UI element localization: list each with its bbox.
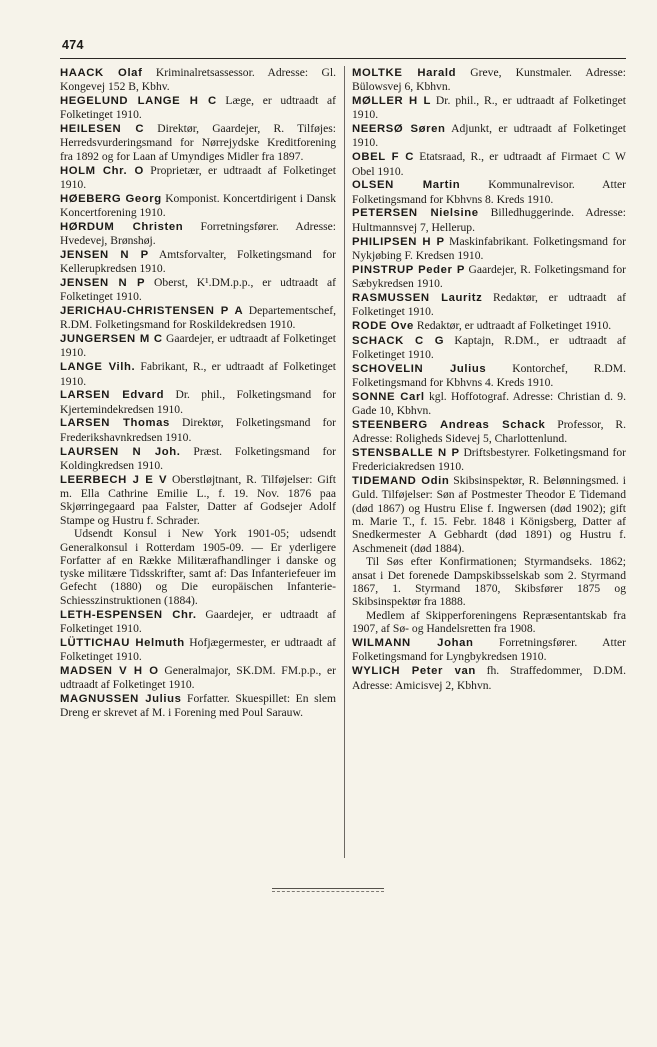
entry-text: Kommunalrevisor. Atter Folketingsmand for Kbhvns 8. Kreds 1910.	[352, 178, 626, 206]
entry-name: JENSEN N P	[60, 276, 146, 289]
directory-entry	[352, 664, 626, 692]
directory-entry	[60, 416, 336, 444]
entry-text: fh. Straffedommer, D.DM. Adresse: Amicisvej 2, Kbhvn.	[352, 664, 626, 692]
entry-name: OBEL F C	[352, 151, 414, 164]
directory-entry	[352, 474, 626, 555]
end-rule-top	[272, 888, 384, 889]
entry-name: TIDEMAND Odin	[352, 475, 450, 488]
directory-entry	[352, 94, 626, 122]
entry-name: LARSEN Edvard	[60, 389, 165, 402]
directory-entry	[352, 263, 626, 291]
entry-name: MØLLER H L	[352, 95, 432, 108]
directory-entry	[352, 390, 626, 418]
entry-name: LEERBECH J E V	[60, 473, 168, 486]
directory-entry	[60, 94, 336, 122]
entry-name: JUNGERSEN M C	[60, 333, 163, 346]
entry-text: Departementschef, R.DM. Folketingsmand for Roskildekredsen 1910.	[60, 304, 336, 332]
entry-name: RASMUSSEN Lauritz	[352, 291, 483, 304]
entry-text: Forretningsfører. Adresse: Hvedevej, Brønshøj.	[60, 219, 336, 248]
entry-name: HØEBERG Georg	[60, 192, 162, 205]
entry-text: Læge, er udtraadt af Folketinget 1910.	[60, 94, 337, 122]
header-rule	[60, 58, 626, 59]
entry-name: STENSBALLE N P	[352, 447, 460, 460]
entry-text: Gaardejer, er udtraadt af Folketinget 1910.	[60, 332, 336, 360]
entry-name: MADSEN V H O	[60, 664, 159, 677]
entry-name: LETH-ESPENSEN Chr.	[60, 608, 197, 621]
directory-entry	[60, 332, 336, 360]
entry-name: PHILIPSEN H P	[352, 235, 445, 248]
entry-text: Billedhuggerinde. Adresse: Hultmannsvej 7, Hellerup.	[352, 206, 626, 234]
directory-entry	[60, 276, 336, 304]
entry-name: LANGE Vilh.	[60, 361, 136, 374]
directory-entry	[352, 235, 626, 263]
entry-text: Præst. Folketingsmand for Koldingkredsen 1910.	[60, 444, 336, 472]
entry-text: Dr. phil., Folketingsmand for Kjertemindekredsen 1910.	[60, 388, 337, 416]
column-divider	[344, 66, 345, 858]
left-column	[60, 66, 336, 720]
entry-name: HEGELUND LANGE H C	[60, 95, 217, 108]
directory-entry	[352, 636, 626, 664]
entry-name: HAACK Olaf	[60, 67, 143, 79]
entry-name: SCHOVELIN Julius	[352, 362, 487, 375]
directory-entry	[352, 334, 626, 362]
directory-entry	[60, 360, 336, 388]
entry-text: Amtsforvalter, Folketingsmand for Kellerupkredsen 1910.	[60, 247, 336, 276]
entry-name: PETERSEN Nielsine	[352, 207, 479, 220]
entry-text: Greve, Kunstmaler. Adresse: Bülowsvej 6, Kbhvn.	[352, 66, 626, 94]
directory-entry	[352, 319, 626, 333]
entry-name: NEERSØ Søren	[352, 123, 446, 136]
entry-name: MAGNUSSEN Julius	[60, 692, 182, 705]
entry-text: Professor, R. Adresse: Roligheds Sidevej 5, Charlottenlund.	[352, 417, 626, 446]
directory-entry	[352, 178, 626, 206]
directory-entry	[60, 664, 336, 692]
entry-name: RODE Ove	[352, 319, 414, 332]
entry-name: SCHACK C G	[352, 334, 445, 347]
directory-entry	[352, 122, 626, 150]
entry-name: SONNE Carl	[352, 390, 425, 403]
entry-text: Kontorchef, R.DM. Folketingsmand for Kbhvns 4. Kreds 1910.	[352, 361, 626, 390]
directory-entry	[352, 418, 626, 446]
entry-name: LARSEN Thomas	[60, 417, 170, 430]
entry-name: HEILESEN C	[60, 123, 145, 136]
directory-entry	[60, 248, 336, 276]
directory-entry	[352, 66, 626, 94]
entry-text: Redaktør, er udtraadt af Folketinget 1910.	[352, 290, 626, 319]
directory-entry	[60, 164, 336, 192]
entry-text: Gaardejer, er udtraadt af Folketinget 1910.	[60, 607, 336, 635]
entry-name: MOLTKE Harald	[352, 67, 457, 79]
entry-text: Etatsraad, R., er udtraadt af Firmaet C W Obel 1910.	[352, 150, 626, 178]
directory-entry	[60, 192, 336, 220]
entry-text: Adjunkt, er udtraadt af Folketinget 1910.	[352, 122, 626, 150]
directory-entry	[60, 608, 336, 636]
directory-entry	[352, 291, 626, 319]
entry-text: Forretningsfører. Atter Folketingsmand for Lyngbykredsen 1910.	[352, 636, 626, 664]
entry-paragraph: Medlem af Skipperforeningens Repræsentantskab fra 1907, af Sø- og Handelsretten fra 1908.	[352, 609, 626, 636]
directory-entry	[60, 388, 336, 416]
entry-text: Gaardejer, R. Folketingsmand for Sæbykredsen 1910.	[352, 262, 626, 290]
entry-text: kgl. Hoffotograf. Adresse: Christian d. 9. Gade 10, Kbhvn.	[352, 389, 626, 418]
entry-name: HOLM Chr. O	[60, 164, 144, 177]
directory-entry	[60, 636, 336, 664]
directory-entry	[352, 150, 626, 178]
page-number: 474	[62, 38, 84, 52]
entry-name: LAURSEN N Joh.	[60, 445, 181, 458]
entry-text: Kaptajn, R.DM., er udtraadt af Folketinget 1910.	[352, 333, 626, 361]
entry-text: Hofjægermester, er udtraadt af Folketinget 1910.	[60, 635, 336, 663]
entry-text: Kriminalretsassessor. Adresse: Gl. Kongevej 152 B, Kbhv.	[60, 66, 336, 94]
entry-text: Fabrikant, R., er udtraadt af Folketinget 1910.	[60, 360, 336, 388]
entry-text: Oberst, K¹.DM.p.p., er udtraadt af Folketinget 1910.	[60, 275, 336, 304]
directory-entry	[60, 66, 336, 94]
end-rule-bottom	[272, 891, 384, 892]
entry-name: WYLICH Peter van	[352, 665, 476, 678]
entry-name: PINSTRUP Peder P	[352, 263, 465, 276]
directory-entry	[352, 206, 626, 234]
right-column	[352, 66, 626, 692]
entry-text: Redaktør, er udtraadt af Folketinget 1910.	[413, 318, 612, 332]
directory-entry	[352, 362, 626, 390]
entry-name: LÜTTICHAU Helmuth	[60, 636, 185, 649]
entry-text: Dr. phil., R., er udtraadt af Folketinget 1910.	[352, 94, 626, 122]
directory-entry	[60, 220, 336, 248]
entry-text: Skibsinspektør, R. Belønningsmed. i Guld. Tilføjelser: Søn af Postmester Theodor E Tidemand (død 1867) og Hustru Elise f. Ingwersen (død 1902); gift m. Marie T., f. 15. Febr. 1848 i Königsberg, Datter af Snedkermester A Gebhardt (død 1891) og Hustru f. Aschmeneit (død 1884).	[352, 474, 626, 555]
entry-name: JENSEN N P	[60, 248, 149, 261]
end-ornament	[272, 888, 384, 892]
entry-text: Driftsbestyrer. Folketingsmand for Fredericiakredsen 1910.	[352, 446, 627, 474]
directory-entry	[60, 304, 336, 332]
entry-text: Proprietær, er udtraadt af Folketinget 1910.	[60, 163, 336, 191]
entry-text: Direktør, Gaardejer, R. Tilføjes: Herredsvurderingsmand for Nørrejydske Kreditforening fra 1892 og for Laan af Umyndiges Midler fra 1897.	[60, 122, 336, 163]
entry-text: Oberstløjtnant, R. Tilføjelser: Gift m. Ella Cathrine Emilie L., f. 19. Nov. 1876 paa Skjørringegaard paa Falster, Datter af Godsejer Adolf Stampe og Hustru f. Schrader.	[60, 472, 336, 527]
entry-text: Forfatter. Skuespillet: En slem Dreng er skrevet af M. i Forening med Poul Sarauw.	[60, 691, 336, 720]
directory-entry	[60, 122, 336, 163]
entry-name: HØRDUM Christen	[60, 220, 184, 233]
entry-name: STEENBERG Andreas Schack	[352, 418, 546, 431]
directory-entry	[60, 692, 336, 720]
entry-paragraph: Til Søs efter Konfirmationen; Styrmandseks. 1862; ansat i Det forenede Dampskibsselskab som 2. Styrmand 1867, 1. Styrmand 1870, Skibsfører 1875 og Skibsinspektør fra 1888.	[352, 555, 626, 609]
directory-entry	[60, 445, 336, 473]
entry-text: Komponist. Koncertdirigent i Dansk Koncertforening 1910.	[60, 191, 336, 219]
entry-name: WILMANN Johan	[352, 637, 474, 650]
entry-name: OLSEN Martin	[352, 179, 461, 192]
entry-paragraph: Udsendt Konsul i New York 1901-05; udsendt Generalkonsul i Rotterdam 1905-09. — Er yderligere Forfatter af en Række Militærafhandlinger i danske og tyske militære Tidsskrifter, samt af: Das Infanteriefeuer im Gefecht (1880) og Die europäischen Infanterie-Schiesszinstruktionen (1884).	[60, 527, 336, 607]
entry-text: Maskinfabrikant. Folketingsmand for Nykjøbing F. Kredsen 1910.	[352, 234, 626, 262]
directory-entry	[60, 473, 336, 527]
directory-entry	[352, 446, 626, 474]
entry-name: JERICHAU-CHRISTENSEN P A	[60, 305, 244, 318]
entry-text: Direktør, Folketingsmand for Frederikshavnkredsen 1910.	[60, 416, 337, 444]
entry-text: Generalmajor, SK.DM. FM.p.p., er udtraadt af Folketinget 1910.	[60, 663, 336, 692]
